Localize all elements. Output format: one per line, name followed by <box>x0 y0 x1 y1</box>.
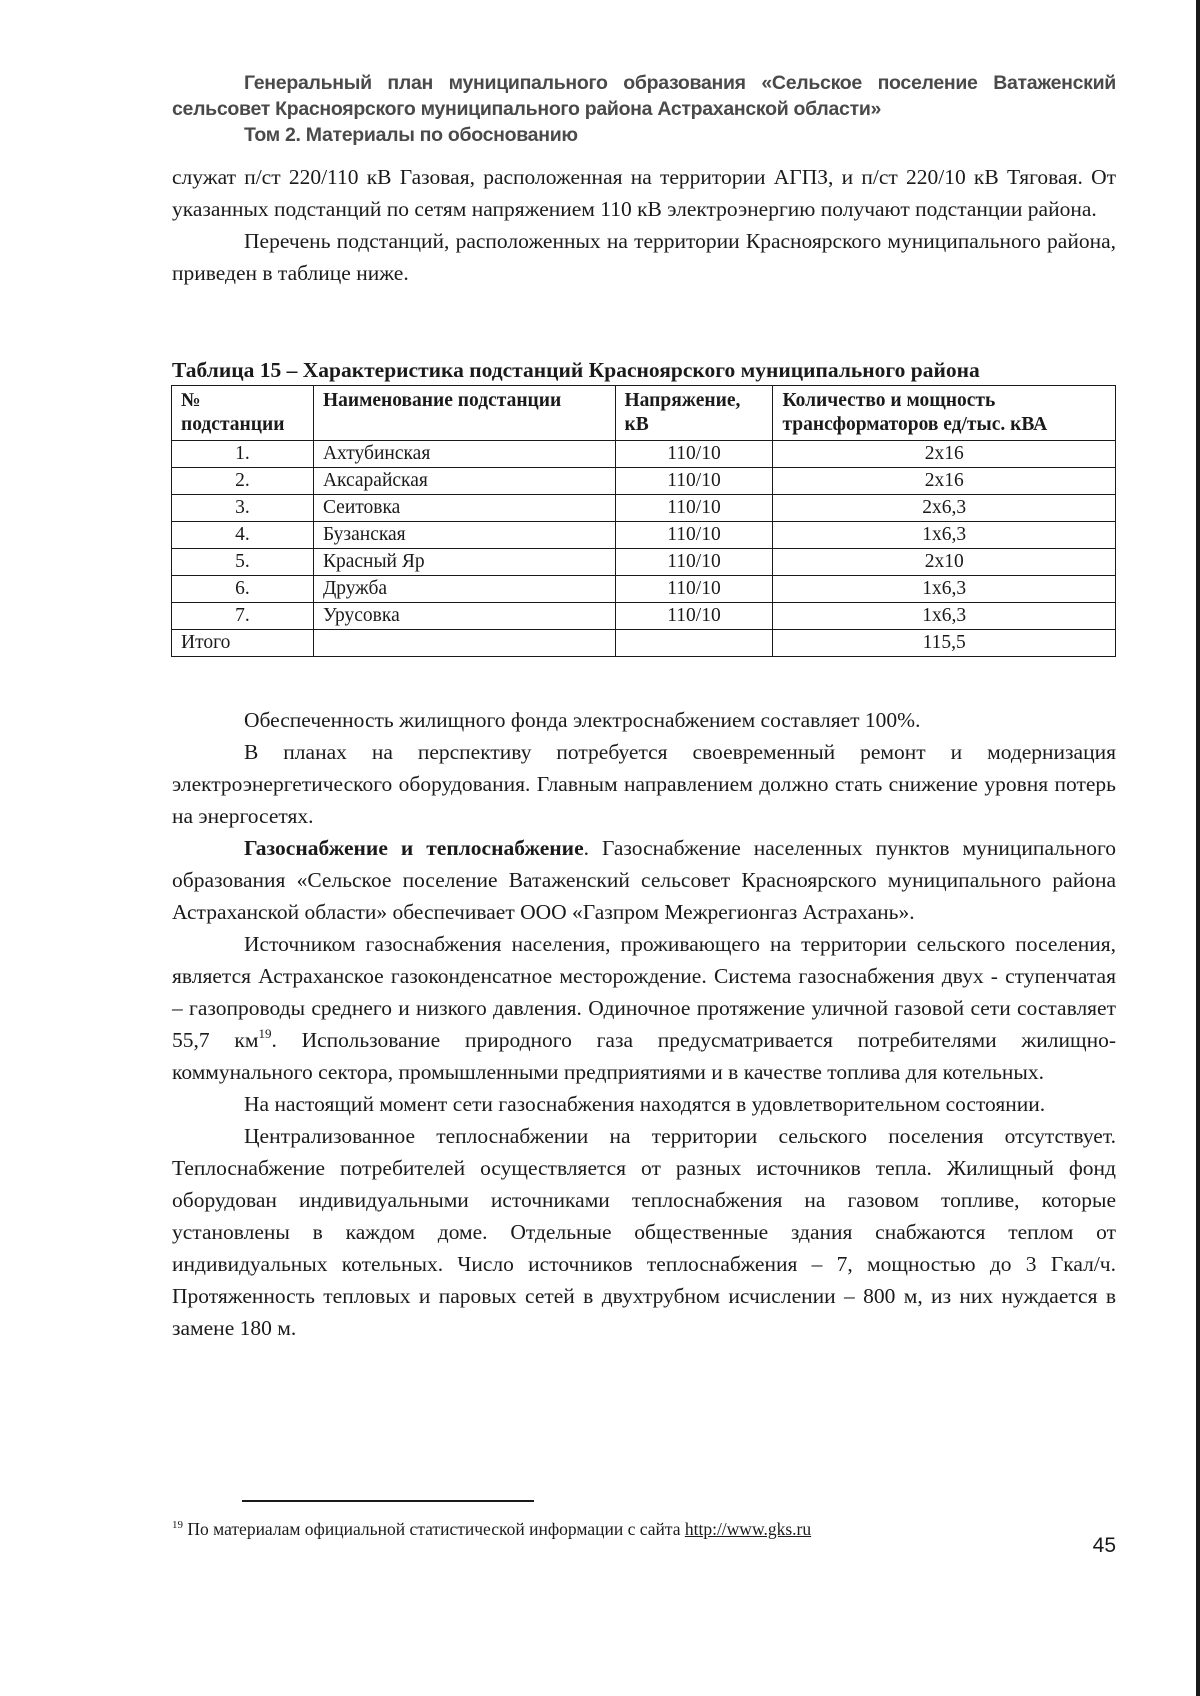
footnote-reference[interactable]: 19 <box>258 1026 272 1041</box>
table-total-row <box>172 630 1116 657</box>
header-name: Наименование подстанции <box>313 386 615 441</box>
header-line-2: сельсовет Красноярского муниципального района Астраханской области» <box>172 98 882 120</box>
paragraph-gas-network-state: На настоящий момент сети газоснабжения находятся в удовлетворительном состоянии. <box>244 1092 1046 1116</box>
cell-voltage: 110/10 <box>615 495 773 522</box>
cell-capacity: 1x6,3 <box>773 522 1116 549</box>
cell-number: 3. <box>172 495 314 522</box>
intro-text <box>172 161 1116 289</box>
substations-table <box>171 385 1116 657</box>
cell-name: Аксарайская <box>313 468 615 495</box>
footnote-mark: 19 <box>172 1519 183 1531</box>
page-number: 45 <box>1092 1534 1116 1557</box>
cell-capacity: 2x16 <box>773 441 1116 468</box>
table-caption: Таблица 15 – Характеристика подстанций Красноярского муниципального района <box>172 358 980 382</box>
header-capacity: Количество и мощность трансформаторов ед/тыс. кВА <box>773 386 1116 441</box>
cell-capacity: 2x6,3 <box>773 495 1116 522</box>
paragraph-electricity-coverage: Обеспеченность жилищного фонда электроснабжением составляет 100%. <box>244 708 921 732</box>
table-row <box>172 468 1116 495</box>
table-header-row <box>172 386 1116 441</box>
section-heading-gas-heat: Газоснабжение и теплоснабжение <box>244 836 584 860</box>
cell-capacity: 2x10 <box>773 549 1116 576</box>
main-text <box>172 704 1116 1344</box>
cell-capacity: 1x6,3 <box>773 576 1116 603</box>
header-number: № подстанции <box>172 386 314 441</box>
footnote-separator <box>242 1500 534 1502</box>
cell-capacity: 2x16 <box>773 468 1116 495</box>
total-empty-voltage <box>615 630 773 657</box>
gas-source-text-1: Источником газоснабжения населения, проживающего на территории сельского поселения, является Астраханское газоконденсатное месторождение. Система газоснабжения двух - ступенчатая – газопроводы среднего и низкого давления. Одиночное протяжение уличной газовой сети составляет 55,7 км <box>172 932 1116 1052</box>
gas-supply-text: . Газоснабжение населенных пунктов муниципального образования «Сельское поселение Ватаженский сельсовет Красноярского муниципального района Астраханской области» обеспечивает ООО «Газпром Межрегионгаз Астрахань». <box>172 836 1116 924</box>
footnote-text: По материалам официальной статистической информации с сайта <box>183 1519 685 1539</box>
cell-name: Ахтубинская <box>313 441 615 468</box>
header-volume-title: Том 2. Материалы по обоснованию <box>244 124 578 146</box>
document-header <box>172 70 1116 148</box>
intro-paragraph-2: Перечень подстанций, расположенных на территории Красноярского муниципального района, приведен в таблице ниже. <box>172 229 1116 285</box>
cell-voltage: 110/10 <box>615 468 773 495</box>
cell-name: Красный Яр <box>313 549 615 576</box>
table-row <box>172 576 1116 603</box>
cell-voltage: 110/10 <box>615 576 773 603</box>
cell-number: 5. <box>172 549 314 576</box>
cell-number: 7. <box>172 603 314 630</box>
cell-number: 4. <box>172 522 314 549</box>
header-line-1: Генеральный план муниципального образования «Сельское поселение Ватаженский <box>244 72 1116 94</box>
footnote-link[interactable]: http://www.gks.ru <box>684 1519 812 1539</box>
cell-number: 1. <box>172 441 314 468</box>
gas-source-text-2: . Использование природного газа предусматривается потребителями жилищно-коммунального сектора, промышленными предприятиями и в качестве топлива для котельных. <box>172 1028 1116 1084</box>
paragraph-gas-source <box>172 928 1116 1088</box>
cell-number: 2. <box>172 468 314 495</box>
total-value: 115,5 <box>773 630 1116 657</box>
cell-number: 6. <box>172 576 314 603</box>
cell-name: Бузанская <box>313 522 615 549</box>
paragraph-gas-heat-supply <box>172 832 1116 928</box>
cell-name: Урусовка <box>313 603 615 630</box>
cell-voltage: 110/10 <box>615 522 773 549</box>
cell-capacity: 1x6,3 <box>773 603 1116 630</box>
paragraph-modernization: В планах на перспективу потребуется своевременный ремонт и модернизация электроэнергетического оборудования. Главным направлением должно стать снижение уровня потерь на энергосетях. <box>172 740 1116 828</box>
table-row <box>172 603 1116 630</box>
table-row <box>172 441 1116 468</box>
cell-name: Сеитовка <box>313 495 615 522</box>
cell-voltage: 110/10 <box>615 549 773 576</box>
cell-voltage: 110/10 <box>615 603 773 630</box>
table-row <box>172 495 1116 522</box>
cell-voltage: 110/10 <box>615 441 773 468</box>
page-edge <box>1196 0 1200 1696</box>
intro-paragraph-1: служат п/ст 220/110 кВ Газовая, расположенная на территории АГПЗ, и п/ст 220/10 кВ Тяговая. От указанных подстанций по сетям напряжением 110 кВ электроэнергию получают подстанции района. <box>172 165 1116 221</box>
cell-name: Дружба <box>313 576 615 603</box>
total-empty-name <box>313 630 615 657</box>
table-row <box>172 549 1116 576</box>
header-voltage: Напряжение, кВ <box>615 386 773 441</box>
total-label: Итого <box>172 630 314 657</box>
paragraph-heat-supply: Централизованное теплоснабжении на территории сельского поселения отсутствует. Теплоснабжение потребителей осуществляется от разных источников тепла. Жилищный фонд оборудован индивидуальными источниками теплоснабжения на газовом топливе, которые установлены в каждом доме. Отдельные общественные здания снабжаются теплом от индивидуальных котельных. Число источников теплоснабжения – 7, мощностью до 3 Гкал/ч. Протяженность тепловых и паровых сетей в двухтрубном исчислении – 800 м, из них нуждается в замене 180 м. <box>172 1124 1116 1340</box>
footnote <box>172 1514 1116 1540</box>
table-row <box>172 522 1116 549</box>
